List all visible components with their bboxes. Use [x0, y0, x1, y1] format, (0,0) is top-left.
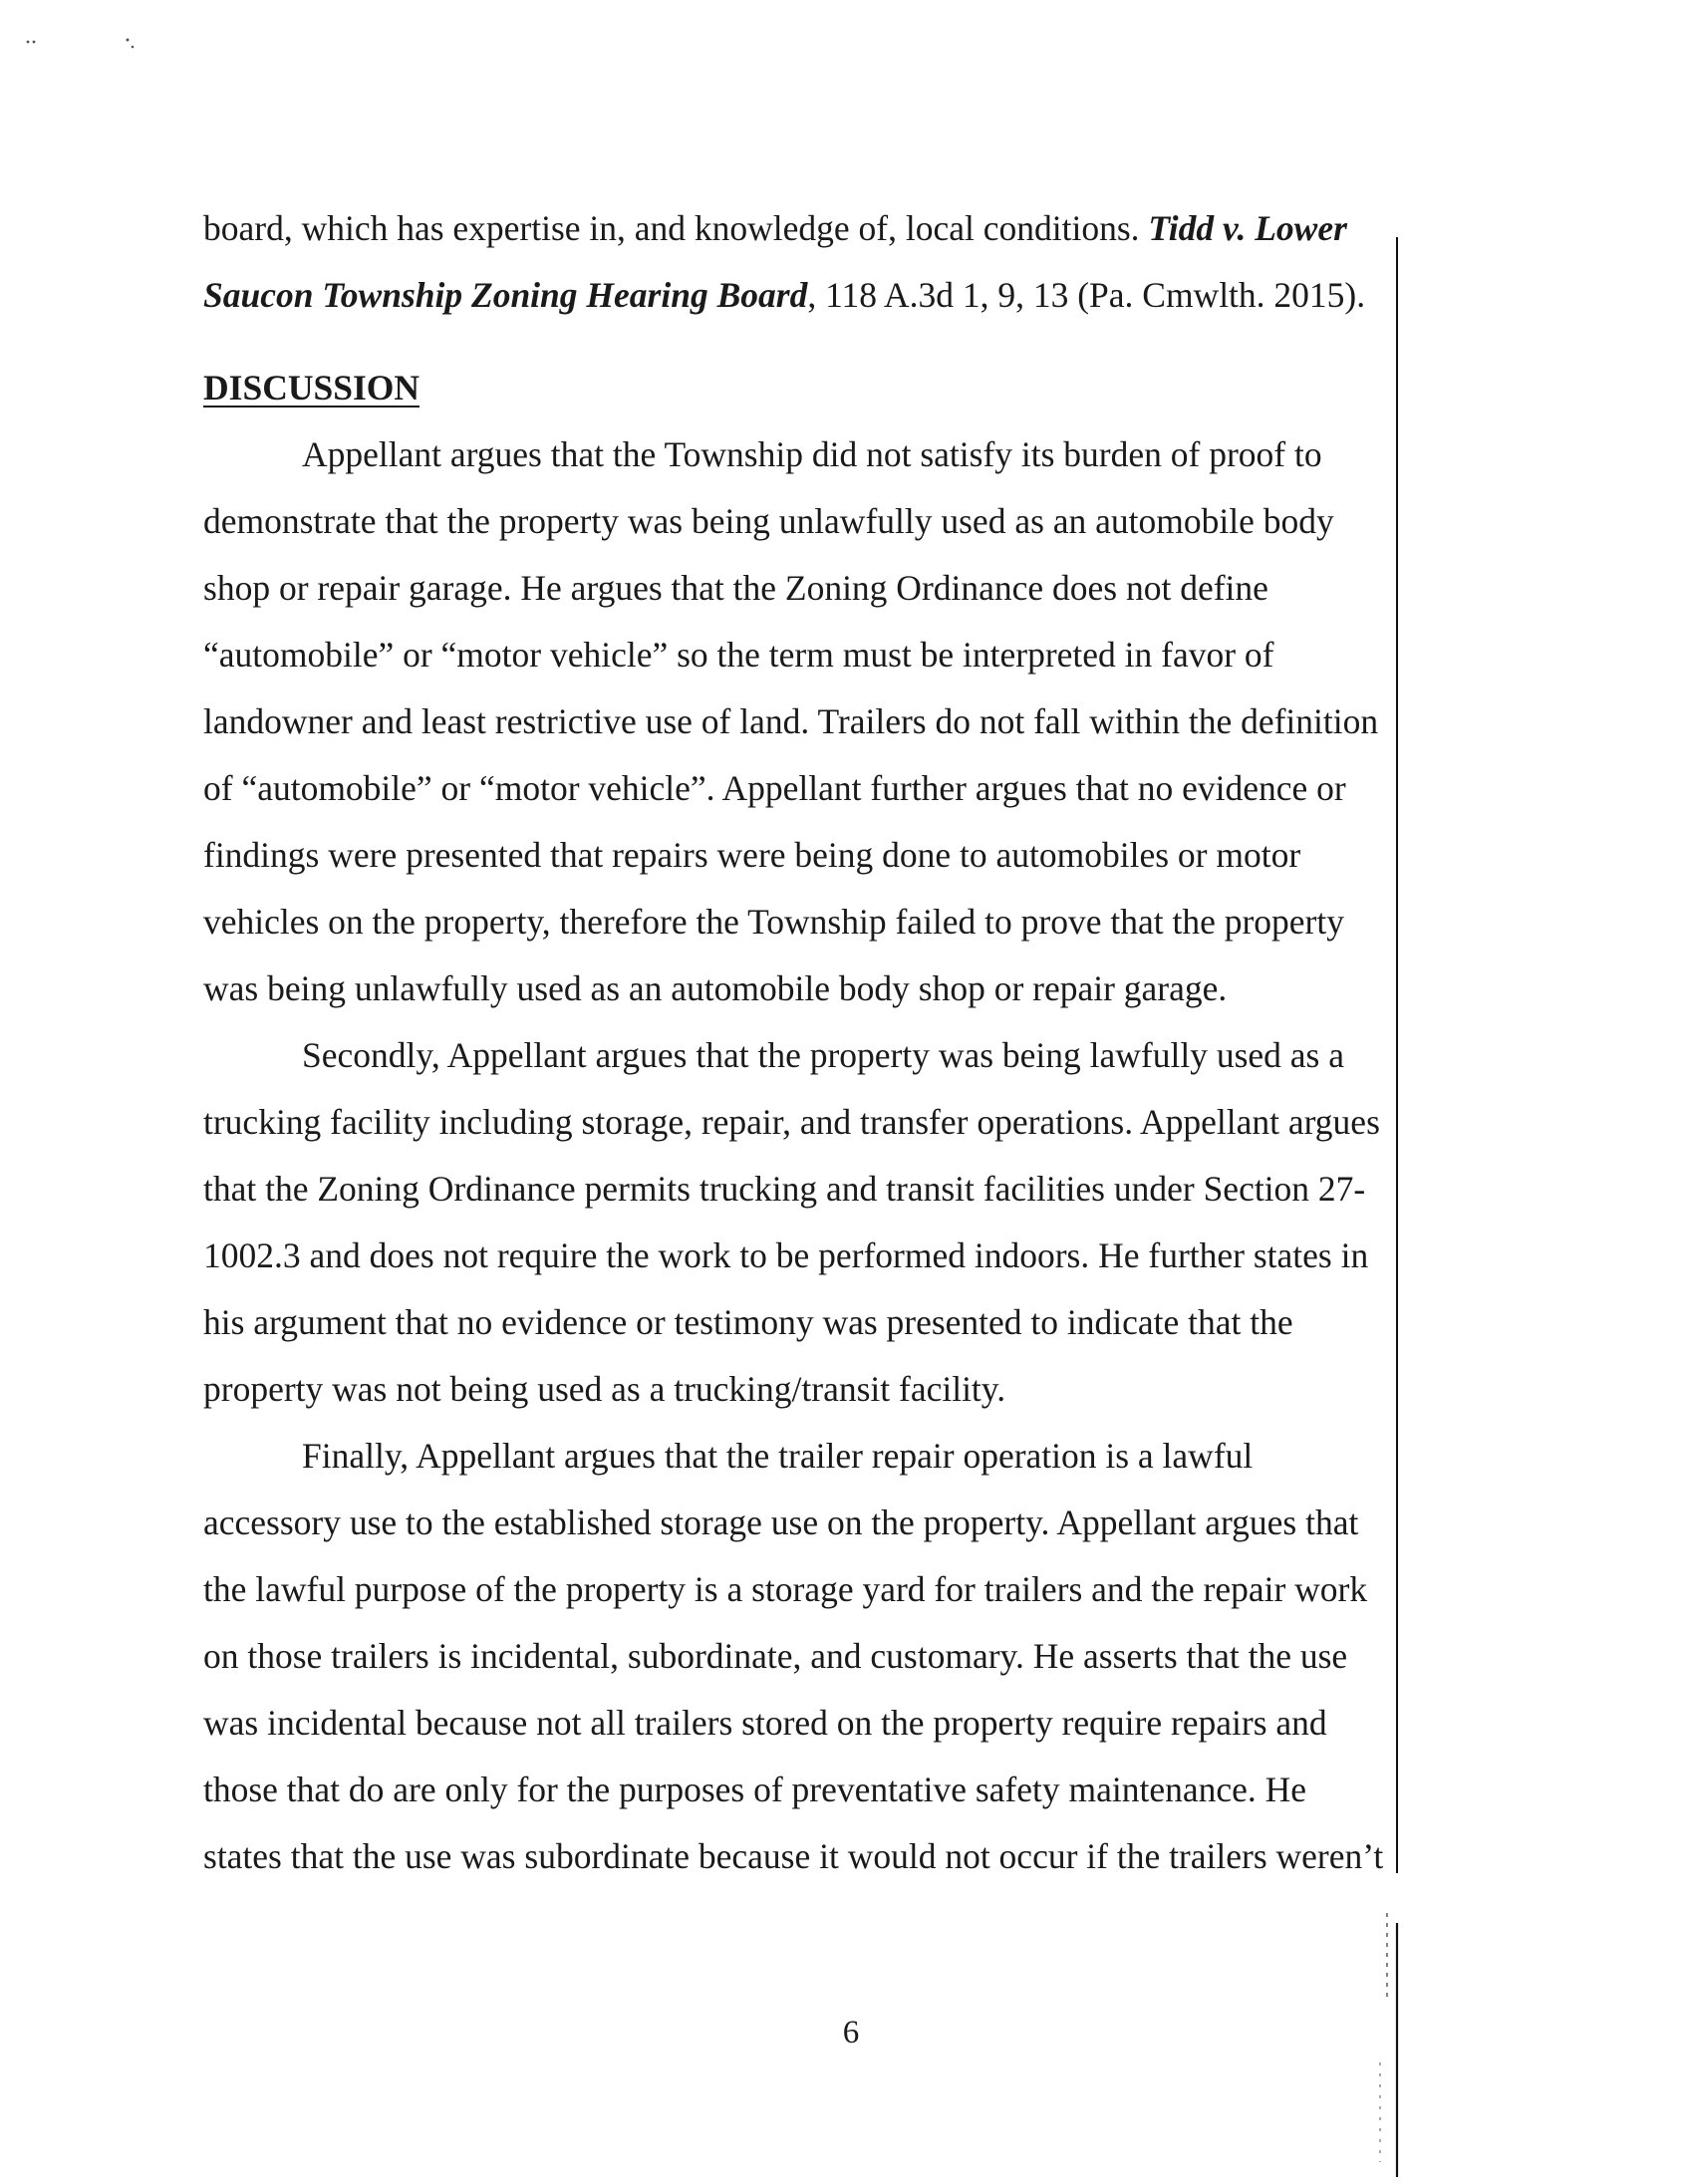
paragraph-4-line: was incidental because not all trailers stored on the property require repairs and [203, 1703, 1327, 1743]
paragraph-3-line: Secondly, Appellant argues that the property was being lawfully used as a [302, 1035, 1345, 1075]
case-citation-part-1: Tidd v. Lower [1148, 208, 1347, 248]
paragraph-3-line: his argument that no evidence or testimony was presented to indicate that the [203, 1302, 1293, 1342]
paragraph-4-line: the lawful purpose of the property is a storage yard for trailers and the repair work [203, 1569, 1368, 1609]
paragraph-2-line: vehicles on the property, therefore the Township failed to prove that the property [203, 902, 1344, 942]
paragraph-3 [203, 1022, 1489, 1423]
paragraph-4-line: those that do are only for the purposes of preventative safety maintenance. He [203, 1770, 1307, 1809]
paragraph-2-line: was being unlawfully used as an automobile body shop or repair garage. [203, 968, 1228, 1008]
paragraph-2-line: of “automobile” or “motor vehicle”. Appellant further argues that no evidence or [203, 768, 1346, 808]
paragraph-4-line: states that the use was subordinate because it would not occur if the trailers weren’t [203, 1836, 1384, 1876]
section-heading: DISCUSSION [203, 368, 421, 408]
paragraph-2-line: “automobile” or “motor vehicle” so the term must be interpreted in favor of [203, 635, 1274, 675]
paragraph-1-line-2 [203, 262, 1489, 329]
paragraph-2-line: Appellant argues that the Township did not satisfy its burden of proof to [302, 434, 1322, 474]
case-citation-part-2: Saucon Township Zoning Hearing Board [203, 275, 808, 315]
paragraph-4-line: on those trailers is incidental, subordinate, and customary. He asserts that the use [203, 1636, 1348, 1676]
paragraph-2-line: findings were presented that repairs were being done to automobiles or motor [203, 835, 1301, 875]
scan-specks [25, 28, 144, 58]
document-body [203, 195, 1489, 1890]
paragraph-2-line: demonstrate that the property was being unlawfully used as an automobile body [203, 501, 1334, 541]
page-number: 6 [842, 2015, 860, 2050]
paragraph-3-line: trucking facility including storage, repair, and transfer operations. Appellant argues [203, 1102, 1380, 1142]
paragraph-2 [203, 421, 1489, 1022]
paragraph-3-line: that the Zoning Ordinance permits trucking and transit facilities under Section 27- [203, 1169, 1366, 1209]
citation-reference: , 118 A.3d 1, 9, 13 (Pa. Cmwlth. 2015). [807, 275, 1366, 315]
paragraph-2-line: shop or repair garage. He argues that the Zoning Ordinance does not define [203, 568, 1268, 608]
paragraph-4-line: Finally, Appellant argues that the trailer repair operation is a lawful [302, 1436, 1254, 1476]
paragraph-4 [203, 1423, 1489, 1890]
paragraph-1-text: board, which has expertise in, and knowledge of, local conditions. [203, 208, 1149, 248]
paragraph-1-line-1 [203, 195, 1489, 262]
paragraph-3-line: 1002.3 and does not require the work to be performed indoors. He further states in [203, 1235, 1369, 1275]
paragraph-2-line: landowner and least restrictive use of land. Trailers do not fall within the definition [203, 701, 1379, 741]
paragraph-3-line: property was not being used as a trucking/transit facility. [203, 1369, 1006, 1409]
paragraph-4-line: accessory use to the established storage use on the property. Appellant argues that [203, 1502, 1359, 1542]
